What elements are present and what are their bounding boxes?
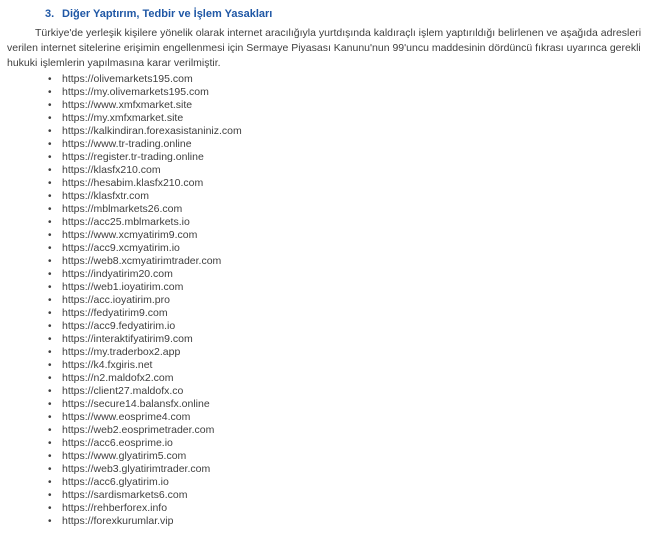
blocked-url-item: • https://secure14.balansfx.online [0, 398, 670, 411]
blocked-url-item: • https://sardismarkets6.com [0, 489, 670, 502]
blocked-url-item: • https://klasfxtr.com [0, 190, 670, 203]
blocked-url-item: • https://www.glyatirim5.com [0, 450, 670, 463]
blocked-url-item: • https://www.xmfxmarket.site [0, 99, 670, 112]
blocked-url-item: • https://n2.maldofx2.com [0, 372, 670, 385]
blocked-url-item: • https://acc9.fedyatirim.io [0, 320, 670, 333]
section-title: Diğer Yaptırım, Tedbir ve İşlem Yasakları [62, 8, 273, 20]
blocked-url-item: • https://rehberforex.info [0, 502, 670, 515]
blocked-url-item: • https://www.eosprime4.com [0, 411, 670, 424]
blocked-url-item: • https://kalkindiran.forexasistaniniz.com [0, 125, 670, 138]
blocked-url-item: • https://hesabim.klasfx210.com [0, 177, 670, 190]
blocked-url-item: • https://my.olivemarkets195.com [0, 86, 670, 99]
blocked-url-item: • https://www.xcmyatirim9.com [0, 229, 670, 242]
blocked-url-item: • https://web3.glyatirimtrader.com [0, 463, 670, 476]
blocked-url-item: • https://fedyatirim9.com [0, 307, 670, 320]
blocked-url-item: • https://olivemarkets195.com [0, 73, 670, 86]
blocked-url-item: • https://acc25.mblmarkets.io [0, 216, 670, 229]
blocked-url-item: • https://web1.ioyatirim.com [0, 281, 670, 294]
blocked-url-item: • https://my.xmfxmarket.site [0, 112, 670, 125]
blocked-url-item: • https://mblmarkets26.com [0, 203, 670, 216]
section-heading [45, 7, 670, 21]
blocked-url-item: • https://indyatirim20.com [0, 268, 670, 281]
blocked-url-item: • https://acc6.eosprime.io [0, 437, 670, 450]
blocked-url-item: • https://web8.xcmyatirimtrader.com [0, 255, 670, 268]
blocked-url-item: • https://register.tr-trading.online [0, 151, 670, 164]
blocked-url-item: • https://acc9.xcmyatirim.io [0, 242, 670, 255]
blocked-url-item: • https://acc.ioyatirim.pro [0, 294, 670, 307]
section-number: 3. [45, 8, 55, 20]
blocked-url-item: • https://k4.fxgiris.net [0, 359, 670, 372]
blocked-url-item: • https://interaktifyatirim9.com [0, 333, 670, 346]
blocked-url-item: • https://my.traderbox2.app [0, 346, 670, 359]
blocked-url-item: • https://forexkurumlar.vip [0, 515, 670, 528]
blocked-url-item: • https://client27.maldofx.co [0, 385, 670, 398]
blocked-url-item: • https://klasfx210.com [0, 164, 670, 177]
blocked-url-item: • https://acc6.glyatirim.io [0, 476, 670, 489]
blocked-url-list [0, 73, 670, 528]
blocked-url-item: • https://www.tr-trading.online [0, 138, 670, 151]
blocked-url-item: • https://web2.eosprimetrader.com [0, 424, 670, 437]
body-paragraph: Türkiye'de yerleşik kişilere yönelik olarak internet aracılığıyla yurtdışında kaldıraçlı işlem yaptırıldığı belirlenen ve aşağıda adresleri verilen internet sitelerine erişimin engellenmesi için Sermaye Piyasası Kanunu'nun 99'uncu maddesinin dördüncü fıkrası uyarınca gerekli hukuki işlemlerin yapılmasına karar verilmiştir. [7, 27, 642, 69]
